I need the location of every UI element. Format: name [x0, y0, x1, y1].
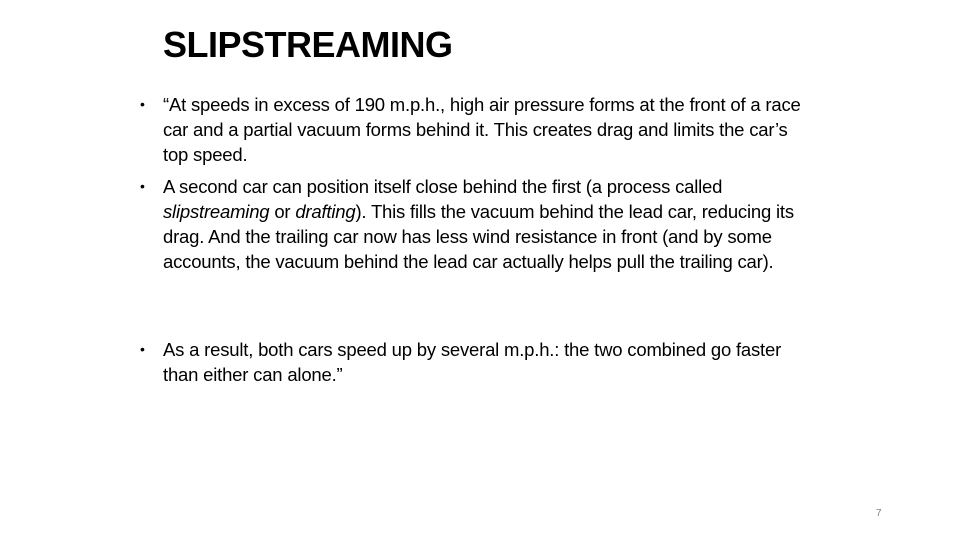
- bullet-text: “At speeds in excess of 190 m.p.h., high air pressure forms at the front of a race car and a partial vacuum forms behind it. This creates drag and limits the car’s top speed.: [163, 94, 801, 165]
- bullet-marker: •: [140, 341, 145, 357]
- bullet-text-segment: ). This fills the vacuum behind the lead car, reducing its drag. And the trailing car now has less wind resistance in front (and by some accounts, the vacuum behind the lead car actually helps pull the trailing car).: [163, 201, 794, 272]
- bullet-marker: •: [140, 96, 145, 112]
- term-slipstreaming: slipstreaming: [163, 201, 270, 222]
- bullet-marker: •: [140, 178, 145, 194]
- bullet-text: As a result, both cars speed up by several m.p.h.: the two combined go faster than either can alone.”: [163, 339, 782, 385]
- bullet-text-segment: A second car can position itself close behind the first (a process called: [163, 176, 723, 197]
- bullet-text: [163, 174, 813, 274]
- bullet-text-segment: or: [269, 201, 296, 222]
- bullet-item: [140, 92, 820, 167]
- term-drafting: drafting: [295, 201, 356, 222]
- slide-number: 7: [876, 508, 882, 519]
- slide-title: SLIPSTREAMING: [163, 24, 453, 65]
- bullet-item: [140, 174, 820, 274]
- bullet-item: [140, 337, 820, 387]
